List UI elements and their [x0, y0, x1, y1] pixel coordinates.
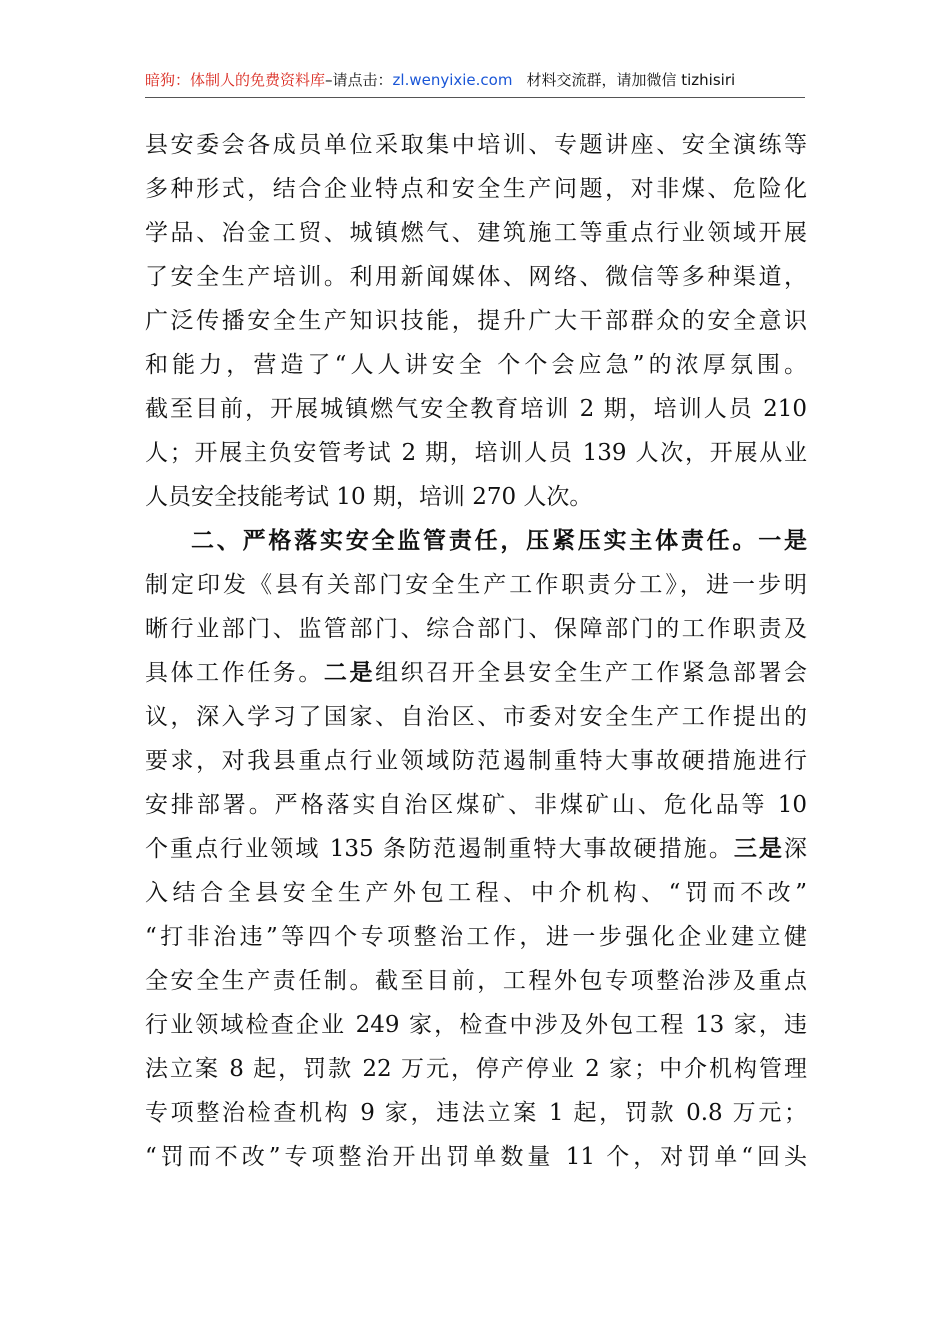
- header-prompt: –请点击：: [325, 71, 393, 89]
- paragraph-line: 行业领域检查企业 249 家，检查中涉及外包工程 13 家，违: [145, 1012, 807, 1038]
- document-body: [145, 123, 807, 1179]
- paragraph-line: 议，深入学习了国家、自治区、市委对安全生产工作提出的: [145, 704, 807, 730]
- paragraph-line: [145, 827, 807, 871]
- line-text: 具体工作任务。: [145, 660, 324, 686]
- ordinal-marker: 二是: [323, 659, 376, 686]
- paragraph-line: 截至目前，开展城镇燃气安全教育培训 2 期，培训人员 210: [145, 396, 807, 422]
- paragraph-line: 人；开展主负安管考试 2 期，培训人员 139 人次，开展从业: [145, 440, 807, 466]
- header-url-link[interactable]: zl.wenyixie.com: [392, 71, 513, 89]
- paragraph-line: 学品、冶金工贸、城镇燃气、建筑施工等重点行业领域开展: [145, 220, 807, 246]
- paragraph-line: 入结合全县安全生产外包工程、中介机构、“罚而不改”: [145, 880, 807, 906]
- section-heading: [145, 519, 807, 563]
- paragraph-line: 了安全生产培训。利用新闻媒体、网络、微信等多种渠道，: [145, 264, 807, 290]
- paragraph-line: “罚而不改”专项整治开出罚单数量 11 个，对罚单“回头: [145, 1144, 807, 1170]
- paragraph-line: 人员安全技能考试 10 期，培训 270 人次。: [145, 484, 593, 510]
- paragraph-line: 广泛传播安全生产知识技能，提升广大干部群众的安全意识: [145, 308, 807, 334]
- ordinal-marker: 三是: [733, 835, 784, 862]
- line-text: 个重点行业领域 135 条防范遏制重特大事故硬措施。: [145, 836, 734, 862]
- paragraph-line: 安排部署。严格落实自治区煤矿、非煤矿山、危化品等 10: [145, 792, 807, 818]
- header-brand: 暗狗：体制人的免费资料库: [145, 71, 326, 89]
- paragraph-line: 县安委会各成员单位采取集中培训、专题讲座、安全演练等: [145, 132, 807, 158]
- paragraph-line: 和能力，营造了“人人讲安全 个个会应急”的浓厚氛围。: [145, 352, 807, 378]
- paragraph-line: 要求，对我县重点行业领域防范遏制重特大事故硬措施进行: [145, 748, 807, 774]
- paragraph-line: 制定印发《县有关部门安全生产工作职责分工》，进一步明: [145, 572, 807, 598]
- paragraph-line: 法立案 8 起，罚款 22 万元，停产停业 2 家；中介机构管理: [145, 1056, 807, 1082]
- paragraph-line: [145, 651, 807, 695]
- section-2-heading-text: 二、严格落实安全监管责任，压紧压实主体责任。一是: [191, 527, 807, 554]
- paragraph-line: 全安全生产责任制。截至目前，工程外包专项整治涉及重点: [145, 968, 807, 994]
- paragraph-line: “打非治违”等四个专项整治工作，进一步强化企业建立健: [145, 924, 807, 950]
- paragraph-line: 晰行业部门、监管部门、综合部门、保障部门的工作职责及: [145, 616, 807, 642]
- header-wechat-note: 材料交流群，请加微信 tizhisiri: [526, 71, 736, 89]
- paragraph-line: 多种形式，结合企业特点和安全生产问题，对非煤、危险化: [145, 176, 807, 202]
- page-header: [145, 66, 805, 98]
- line-text: 深: [784, 836, 807, 862]
- paragraph-line: 专项整治检查机构 9 家，违法立案 1 起，罚款 0.8 万元；: [145, 1100, 807, 1126]
- line-text: 组织召开全县安全生产工作紧急部署会: [375, 660, 808, 686]
